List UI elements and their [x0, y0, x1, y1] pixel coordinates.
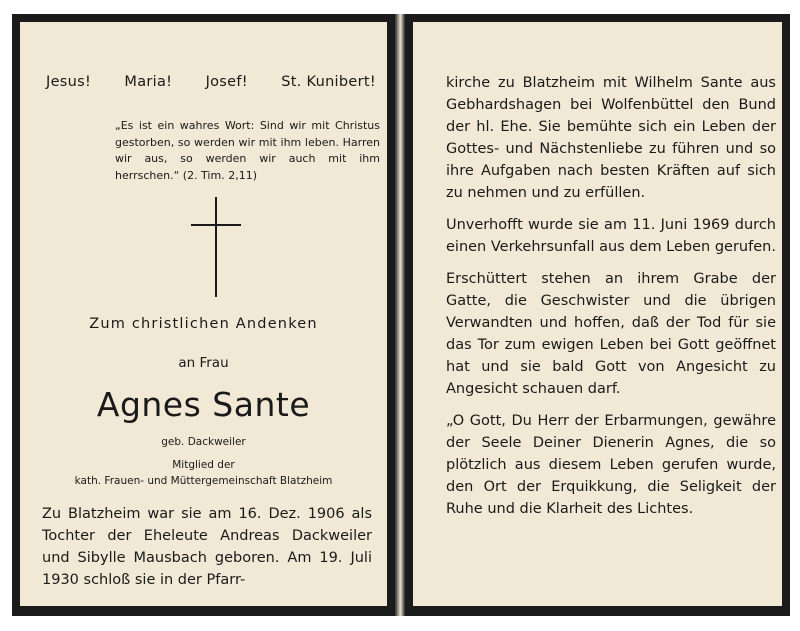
membership-label: Mitglied der — [172, 459, 235, 471]
biography-start: Zu Blatzheim war sie am 16. Dez. 1906 als Tochter der Eheleute Andreas Dackweiler und Sibylle Mausbach geboren. Am 19. Juli 1930 schloß sie in der Pfarr- — [42, 506, 372, 588]
memorial-heading: Zum christlichen Andenken — [89, 316, 318, 332]
maiden-name: geb. Dackweiler — [161, 436, 246, 448]
invocation-maria: Maria! — [124, 74, 173, 90]
left-card — [12, 14, 395, 616]
invocation-josef: Josef! — [205, 74, 248, 90]
card-fold — [395, 14, 405, 616]
invocation-kunibert: St. Kunibert! — [281, 74, 376, 90]
left-page — [20, 22, 387, 606]
membership-organization: kath. Frauen- und Müttergemeinschaft Blatzheim — [74, 475, 333, 487]
paragraph-mourners: Erschüttert stehen an ihrem Grabe der Gatte, die Geschwister und die übrigen Verwandten und hoffen, daß der Tod für sie das Tor zum ewigen Leben bei Gott geöffnet hat und sie bald Gott von Angesicht zu Angesicht schauen darf. — [446, 271, 776, 397]
bible-verse: „Es ist ein wahres Wort: Sind wir mit Christus gestorben, so werden wir mit ihm leben. Harren wir aus, so werden wir auch mit ihm herrschen.“ (2. Tim. 2,11) — [115, 119, 380, 182]
invocation-jesus: Jesus! — [46, 74, 92, 90]
paragraph-marriage: kirche zu Blatzheim mit Wilhelm Sante aus Gebhardshagen bei Wolfenbüttel den Bund der hl. Ehe. Sie bemühte sich ein Leben der Gottes- und Nächstenliebe zu führen und so ihre Aufgaben nach besten Kräften auf sich zu nehmen und zu erfüllen. — [446, 75, 776, 201]
invocation-line — [46, 74, 376, 90]
salutation: an Frau — [178, 355, 229, 371]
paragraph-prayer: „O Gott, Du Herr der Erbarmungen, gewähre der Seele Deiner Dienerin Agnes, die so plötzlich aus diesem Leben gerufen wurde, den Ort der Erquikkung, die Seligkeit der Ruhe und die Klarheit des Lichtes. — [446, 413, 776, 517]
biography-continued — [446, 72, 776, 530]
paragraph-death: Unverhofft wurde sie am 11. Juni 1969 durch einen Verkehrsunfall aus dem Leben gerufen. — [446, 217, 776, 255]
deceased-name: Agnes Sante — [96, 385, 311, 424]
right-page — [413, 22, 782, 606]
right-card — [405, 14, 790, 616]
